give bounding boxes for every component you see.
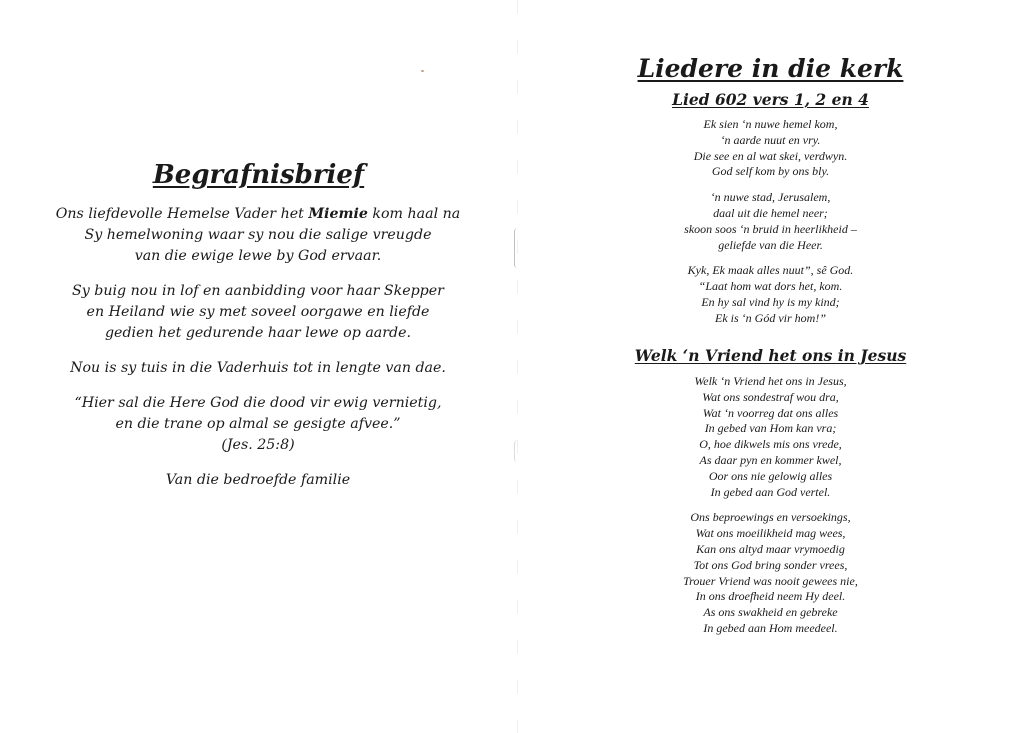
lyric-line: In gebed aan Hom meedeel. [703, 620, 838, 635]
lyric-line: Trouer Vriend was nooit gewees nie, [683, 573, 858, 588]
hymn-stanza [517, 510, 1024, 636]
lyric-line: Wat ons moeilikheid mag wees, [695, 526, 846, 541]
quote-line: “Hier sal die Here God die dood vir ewig vernietig, [74, 395, 442, 411]
hymn-stanza [517, 374, 1024, 500]
lyric-line: ‘n aarde nuut en vry. [720, 132, 821, 147]
lyric-line: As daar pyn en kommer kwel, [699, 452, 842, 467]
scripture-reference: (Jes. 25:8) [221, 437, 295, 453]
hymn-stanza [517, 263, 1024, 326]
lyric-line: As ons swakheid en gebreke [703, 605, 838, 620]
letter-line: van die ewige lewe by God ervaar. [134, 248, 382, 264]
lyric-line: ‘n nuwe stad, Jerusalem, [710, 190, 831, 205]
lyric-line: Ons beproewings en versoekings, [690, 510, 851, 525]
hymn-1-title: Lied 602 vers 1, 2 en 4 [672, 90, 869, 109]
letter-line: en Heiland wie sy met soveel oorgawe en liefde [86, 304, 430, 320]
lyric-line: Die see en al wat skei, verdwyn. [693, 148, 848, 163]
letter-text: Ons liefdevolle Hemelse Vader het [55, 206, 309, 222]
hymn-2-lyrics [517, 374, 1024, 647]
letter-line: Sy buig nou in lof en aanbidding voor haar Skepper [72, 283, 444, 299]
letter-closing [38, 470, 478, 491]
hymn-stanza [517, 117, 1024, 180]
lyric-line: Ek sien ‘n nuwe hemel kom, [703, 117, 838, 131]
lyric-line: In gebed van Hom kan vra; [704, 421, 837, 436]
quote-line: en die trane op almal se gesigte afvee.” [115, 416, 401, 432]
hymn-stanza [517, 190, 1024, 253]
letter-text: kom haal na [367, 206, 461, 222]
letter-line: Sy hemelwoning waar sy nou die salige vreugde [84, 227, 432, 243]
funeral-letter-title: Begrafnisbrief [152, 160, 365, 190]
funeral-letter-body [38, 204, 478, 505]
lyric-line: O, hoe dikwels mis ons vrede, [699, 437, 842, 452]
family-signature: Van die bedroefde familie [165, 472, 351, 488]
songs-page-title: Liedere in die kerk [637, 54, 904, 83]
lyric-line: Kan ons altyd maar vrymoedig [696, 541, 845, 556]
church-songs-page [517, 0, 1024, 733]
lyric-line: geliefde van die Heer. [718, 237, 823, 252]
lyric-line: Ek is ‘n Gód vir hom!” [715, 310, 826, 325]
letter-paragraph [38, 204, 478, 267]
letter-paragraph [38, 358, 478, 379]
hymn-1-lyrics [517, 117, 1024, 337]
deceased-name: Miemie [308, 206, 368, 222]
lyric-line: daal uit die hemel neer; [713, 205, 828, 220]
lyric-line: Wat ons sondestraf wou dra, [702, 389, 839, 404]
lyric-line: En hy sal vind hy is my kind; [701, 294, 840, 309]
lyric-line: Kyk, Ek maak alles nuut”, sê God. [687, 263, 854, 278]
lyric-line: skoon soos ‘n bruid in heerlikheid – [684, 221, 857, 236]
hymn-2-title: Welk ‘n Vriend het ons in Jesus [634, 346, 907, 365]
lyric-line: “Laat hom wat dors het, kom. [698, 279, 843, 294]
lyric-line: God self kom by ons bly. [711, 164, 830, 179]
letter-line [38, 204, 478, 225]
scripture-quote [38, 393, 478, 456]
lyric-line: Tot ons God bring sonder vrees, [693, 557, 848, 572]
letter-paragraph [38, 281, 478, 344]
letter-line: gedien het gedurende haar lewe op aarde. [104, 325, 412, 341]
lyric-line: Welk ‘n Vriend het ons in Jesus, [694, 374, 847, 388]
lyric-line: In ons droefheid neem Hy deel. [695, 589, 846, 604]
lyric-line: Wat ‘n voorreg dat ons alles [702, 405, 839, 420]
lyric-line: In gebed aan God vertel. [710, 484, 831, 499]
lyric-line: Oor ons nie gelowig alles [708, 468, 833, 483]
letter-line: Nou is sy tuis in die Vaderhuis tot in lengte van dae. [70, 360, 446, 376]
